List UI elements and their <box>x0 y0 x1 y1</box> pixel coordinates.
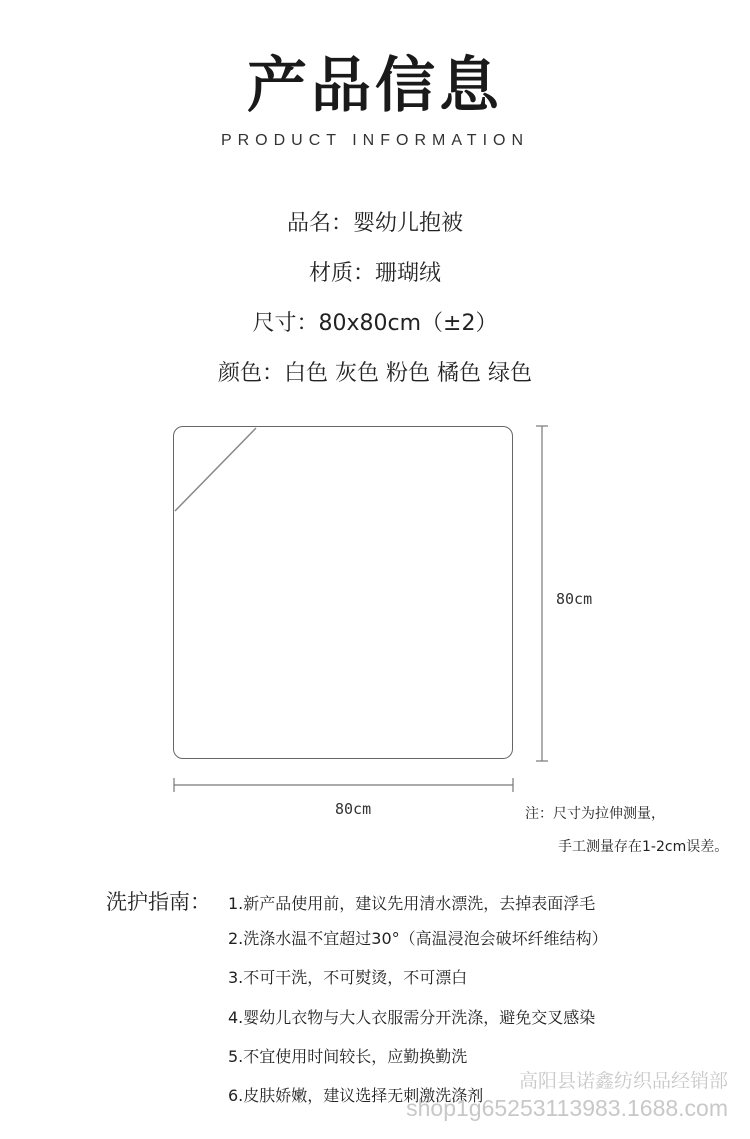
measurement-note-line1: 注：尺寸为拉伸测量， <box>525 806 665 822</box>
watermark-shop-name: 高阳县诺鑫纺织品经销部 <box>518 1070 728 1092</box>
care-item-5: 5.不宜使用时间较长，应勤换勤洗 <box>228 1047 468 1066</box>
page-subtitle: PRODUCT INFORMATION <box>220 132 530 149</box>
height-label: 80cm <box>556 590 593 608</box>
product-size: 尺寸：80x80cm（±2） <box>252 311 498 336</box>
care-item-4: 4.婴幼儿衣物与大人衣服需分开洗涤，避免交叉感染 <box>228 1008 596 1027</box>
care-item-3: 3.不可干洗，不可熨烫，不可漂白 <box>228 968 468 987</box>
page-title: 产品信息 <box>247 51 503 121</box>
watermark-shop-url: shop1g65253113983.1688.com <box>406 1095 728 1121</box>
width-label: 80cm <box>335 800 372 818</box>
product-name: 品名：婴幼儿抱被 <box>286 211 463 236</box>
care-item-1: 1.新产品使用前，建议先用清水漂洗，去掉表面浮毛 <box>228 894 596 913</box>
corner-fold-line <box>175 428 256 511</box>
product-colors: 颜色：白色 灰色 粉色 橘色 绿色 <box>218 361 532 386</box>
care-item-2: 2.洗涤水温不宜超过30°（高温浸泡会破坏纤维结构） <box>228 929 608 948</box>
product-material: 材质：珊瑚绒 <box>308 261 441 286</box>
care-guide-title: 洗护指南： <box>106 890 211 914</box>
care-item-6: 6.皮肤娇嫩，建议选择无刺激洗涤剂 <box>228 1086 484 1105</box>
measurement-note-line2: 手工测量存在1-2cm误差。 <box>558 839 729 855</box>
